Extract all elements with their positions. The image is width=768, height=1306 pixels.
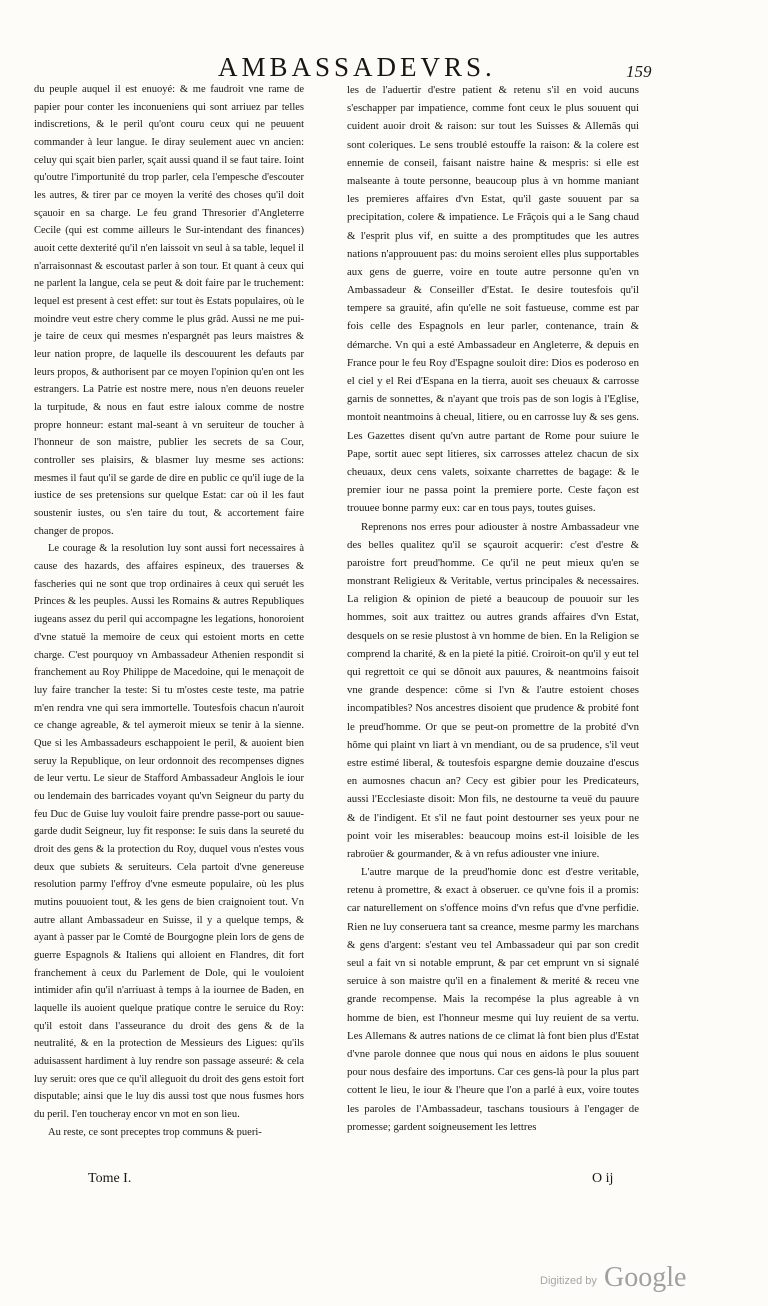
page-number: 159 — [626, 62, 652, 81]
left-paragraph-1: du peuple auquel il est enuoyé: & me faudroit vne rame de papier pour conter les inconueniens qui sont arriuez par telles indiscretions, & le peril qu'ont couru ceux qui ne peuuent commander à leur langue. Ie diray seulement auec vn ancien: celuy qui sçait bien parler, sçait aussi quand il se faut taire. Ioint qu'outre l'importunité du trop parler, cela l'empesche d'escouter les autres, & tirer par ce moyen la verité des choses qu'il doit sçauoir en sa charge. Le feu grand Thresorier d'Angleterre Cecile (qui est comme ailleurs le Sur-intendant des finances) auoit cette dexterité qu'il n'en laissoit vn seul à sa table, lequel il n'arraisonnast & escoutast parler à son tour. Et quant à ceux qui ne parlent la langue, cela se peut & doit faire par le truchement: lequel est present à cest effet: sur tout ès Estats populaires, où le moindre veut estre chery comme le plus grâd. Aussi ne me pui-je taire de ceux qui mesmes n'espargnét pas leurs maistres & leur nation propre, de laquelle ils descouurent les defauts par leurs propos, & authorisent par ce moyen l'opinion qu'en ont les estrangers. La Patrie est nostre mere, nous n'en deuons reueler la turpitude, & nous en faut estre ialoux comme de nostre propre honneur: estant mal-seant à vn seruiteur de toucher à l'honneur de son maistre, publier les secrets de sa Cour, controller ses plaisirs, & blasmer luy mesme ses actions: mesmes il faut qu'il se garde de dire en public ce qu'il iuge de la iustice de ses pretensions sur quelque Estat: car où il les faut soustenir iustes, ou s'en taire du tout, & accortement faire changer de propos. — [34, 84, 304, 537]
watermark-prefix: Digitized by — [540, 1275, 597, 1287]
right-paragraph-2: Reprenons nos erres pour adiouster à nostre Ambassadeur vne des belles qualitez qu'il se sçauroit acquerir: c'est d'estre & paroistre fort preud'homme. Ce qu'il ne peut mieux qu'en se monstrant Religieux & Veritable, vertus principales & necessaires. La religion & opinion de pieté a beaucoup de pouuoir sur les hommes, soit aux traittez ou autres grands affaires d'vn Estat, desquels on se resie plustost à vn homme de bien. En la Religion se comprend la charité, & en la pieté la pitié. Croiroit-on qu'il y eut tel qui regrettoit ce qui se dõnoit aux pauures, & neantmoins faisoit vne grande despence: cõme si l'vn & l'autre estoient choses incompatibles? Nos ancestres disoient que prudence & probité font le preud'homme. Or que se peut-on promettre de la probité d'vn hõme qui plaint vn liart à vn mendiant, ou de sa prudence, s'il veut estre estimé liberal, & toutesfois espargne demie douzaine d'escus en aumosnes chacun an? Cecy est gibier pour les Predicateurs, aussi l'Ecclesiaste disoit: Mon fils, ne destourne ta veuë du pauure & de l'indigent. Et s'il ne faut point destourner ses yeux pour ne point voir les miserables: beaucoup moins est-il loisible de les rabroüer & gourmander, & à vn refus adiouster vne iniure. — [347, 520, 639, 860]
signature-mark: O ij — [592, 1171, 614, 1186]
left-paragraph-3: Au reste, ce sont preceptes trop communs & pueri- — [48, 1126, 262, 1138]
volume-label: Tome I. — [88, 1171, 132, 1186]
right-paragraph-1: les de l'aduertir d'estre patient & retenu s'il en void aucuns s'eschapper par impatience, comme font ceux le plus souuent qui cuident auoir droit & raison: sur tout les Suisses & Allemãs qui sont coleriques. Le sens troublé estouffe la raison: & la colere est ennemie de conseil, faisant naistre haine & mespris: si elle est malseante à toute personne, beaucoup plus à vn homme maniant les premieres affaires d'vn Estat, qu'il gaste souuent par sa precipitation, colere & impatience. Le Frãçois qui a le Sang chaud & l'esprit plus vif, en suitte a des promptitudes que les autres nations n'approuuent pas: du moins seroient elles plus supportables aux gens de guerre, voire en toute autre personne qu'en vn Ambassadeur & Conseiller d'Estat. Ie desire toutesfois qu'il tempere sa grauité, afin qu'elle ne soit fastueuse, comme est par fois celle des Espagnols en leur parler, contenance, train & démarche. Vn qui a esté Ambassadeur en Angleterre, & depuis en France pour le feu Roy d'Espagne souloit dire: Dios es poderoso en el ciel y el Rei d'Espana en la tierra, auoit ses cheuaux & carrosse garnis de sonnettes, & n'ayant que trois pas de son logis à l'Eglise, montoit neantmoins à cheual, litiere, ou en carrosse luy & ses gens. Les Gazettes disent qu'vn autre partant de Rome pour suiure le Pape, sortit auec sept litieres, six carrosses attelez chacun de six cheuaux, deux cens valets, soixante charrettes de bagage: & le premier iour ne passa point la premiere porte. Ceste façon est trouuee bonne parmy eux: car en tous pays, toutes guises. — [347, 84, 639, 515]
right-column — [347, 81, 639, 1136]
page-footer — [0, 1168, 768, 1198]
google-logo: Google — [604, 1262, 687, 1293]
left-paragraph-2: Le courage & la resolution luy sont aussi fort necessaires à cause des hazards, des affaires espineux, des trauerses & fascheries qui ne sont que trop ordinaires à ceux qui seruét les Princes & les peuples. Aussi les Romains & autres Republiques iugeans assez du peril qui accompagne les legations, honoroient d'vne statuë la memoire de ceux qui estoient morts en cette charge. C'est pourquoy vn Ambassadeur Athenien respondit si franchement au Roy Philippe de Macedoine, qui le menaçoit de luy faire trancher la teste: Si tu m'ostes ceste teste, ma patrie m'en rendra vne qui sera immortelle. Toutesfois chacun n'auroit ce change agreable, & tel aymeroit mieux se tenir à la sienne. Que si les Ambassadeurs eschappoient le peril, & auoient bien seruy la Republique, on leur ordonnoit des recompenses dignes de leur vertu. Le sieur de Stafford Ambassadeur Anglois le iour ou lendemain des barricades voyant qu'vn Seigneur du party du feu Duc de Guise luy vouloit faire prendre passe-port ou sauue-garde dudit Seigneur, luy fit response: Ie suis dans la seureté du droit des gens & la protection du Roy, duquel vous n'estes vous deux que subiets & seruiteurs. Cela partoit d'vne genereuse resolution parmy l'effroy d'vne esmeute populaire, où les plus mutins pouuoient tout, & les gens de bien craignoient tout. Vn autre allant Ambassadeur en Suisse, il y a quelque temps, & ayant à passer par le Comté de Bourgogne plein lors de gens de guerre Espagnols & Italiens qui alloient en Flandres, dit fort franchement à ceux du Parlement de Dole, qui le vouloient intimider afin qu'il n'arriuast à temps à la iournee de Baden, en laquelle ils auoient quelque pratique contre le seruice du Roy: qu'il estoit dans l'asseurance du droit des gens & de la neutralité, & en la protection de Messieurs des Ligues: qu'ils aduisassent hardiment à luy rendre son passage asseuré: & cela luy seruit: ores que ce qu'il alleguoit du droit des gens estoit fort disputable; ainsi que le luy dis aussi tost que nous fusmes hors du peril. I'en toucheray encor vn mot en son lieu. — [34, 543, 304, 1120]
left-column — [34, 81, 304, 1141]
right-paragraph-3: L'autre marque de la preud'homie donc est d'estre veritable, retenu à promettre, & exact à obseruer. ce qu'vne fois il a promis: car naturellement on s'offence moins d'vn refus que d'vne perfidie. Rien ne luy conseruera tant sa creance, mesme parmy les marchans & gens d'argent: s'estant veu tel Ambassadeur qui par son credit seul a fait vn si notable emprunt, & par cet emprunt vn si signalé seruice à son maistre qu'il en a finalement & merité & receu vne grande recompense. Mais la recompése la plus agreable à vn homme de bien, est l'honneur mesme qui luy reuient de sa vertu. Les Allemans & autres nations de ce climat là font bien plus d'Estat d'vne parole donnee que nous qui nous en aidons le plus souuent pour nous desfaire des importuns. Car ces gens-là pour la plus part cottent le lieu, le iour & l'heure que l'on a parlé à eux, voire toutes les paroles de l'Ambassadeur, taschans tousiours à l'engager de promesse; gardent soigneusement les lettres — [347, 866, 639, 1133]
digitization-watermark — [540, 1262, 740, 1298]
running-head: AMBASSADEVRS. — [218, 52, 496, 82]
